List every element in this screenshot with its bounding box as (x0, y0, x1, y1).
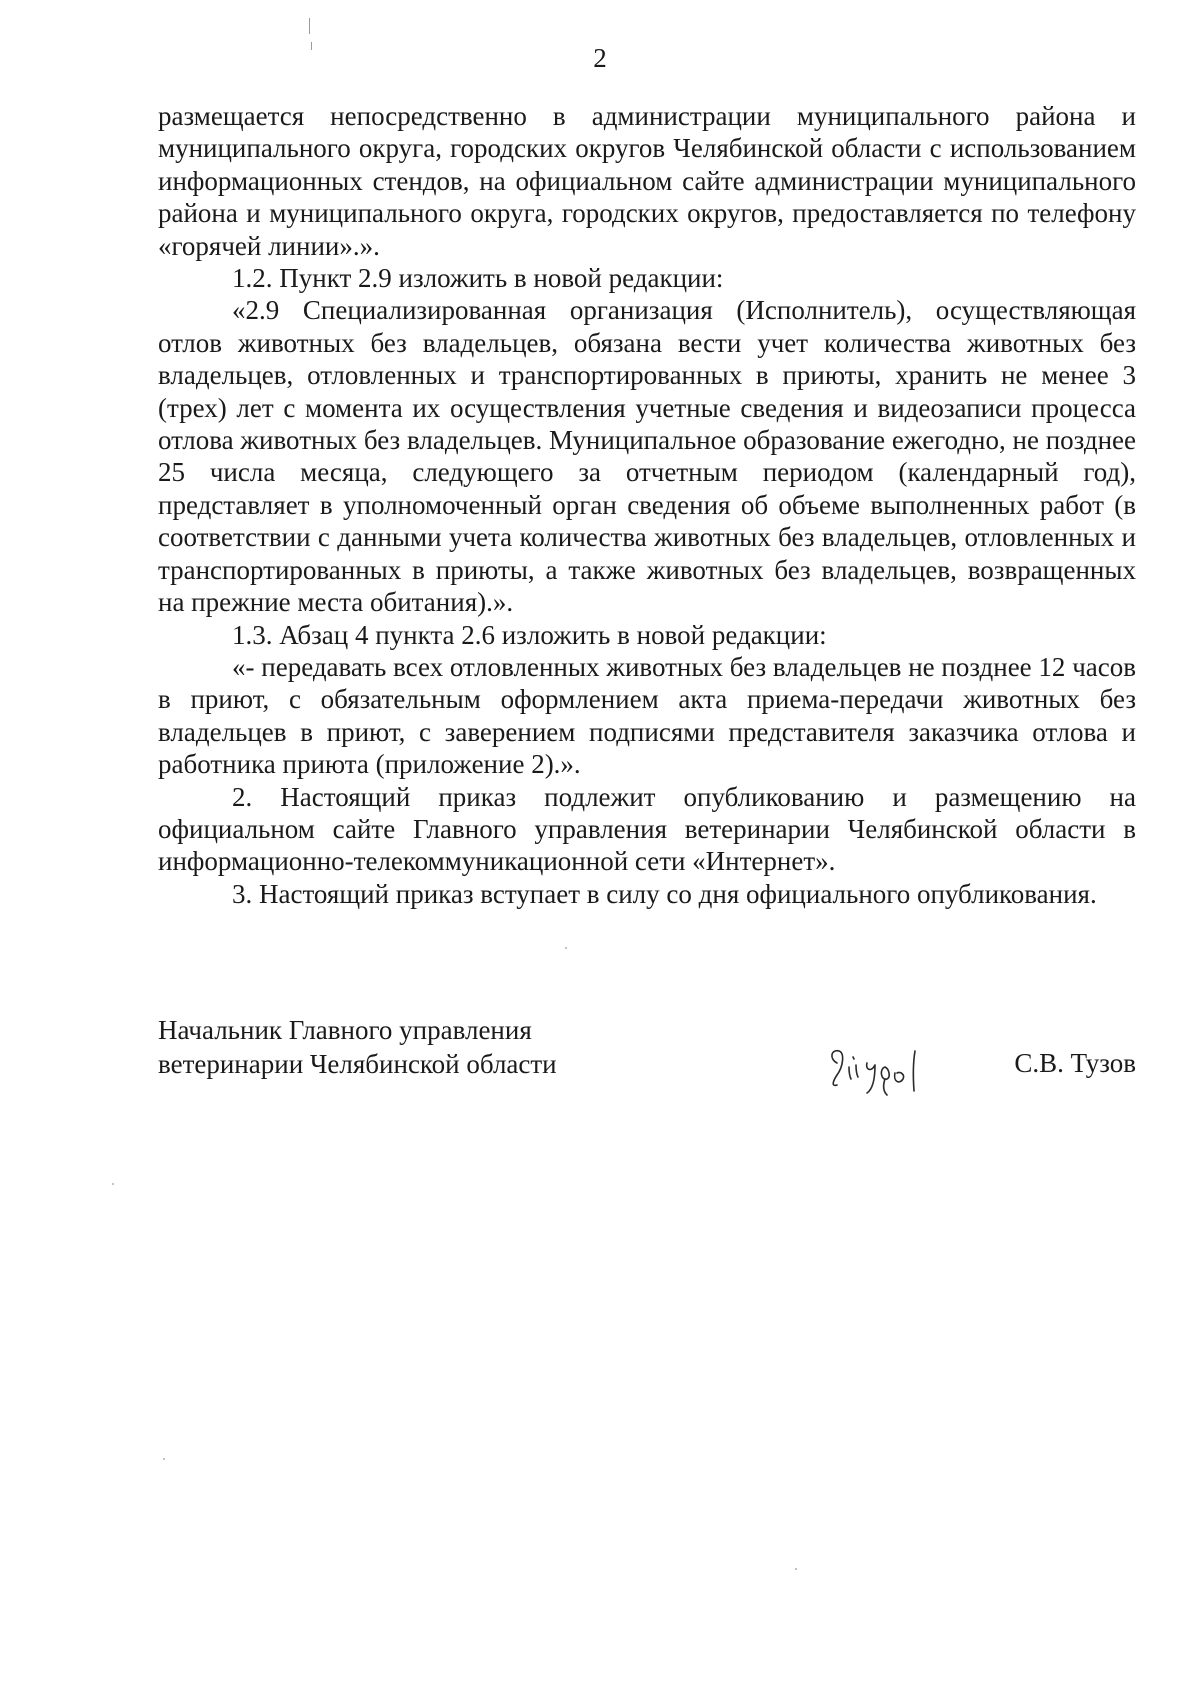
handwritten-signature (823, 1033, 933, 1113)
paragraph-item-2-6-text: «- передавать всех отловленных животных без владельцев не позднее 12 часов в приют, с обязательным оформлением акта приема-передачи животных без владельцев в приют, с заверением подписями представителя заказчика отлова и работника приюта (приложение 2).». (158, 651, 1136, 780)
signatory-position-line-2: ветеринарии Челябинской области (158, 1049, 557, 1079)
page-number: 2 (593, 43, 607, 73)
scan-speck (163, 1458, 165, 1460)
paragraph-item-1-3: 1.3. Абзац 4 пункта 2.6 изложить в новой редакции: (232, 619, 827, 650)
paragraph-item-1-2: 1.2. Пункт 2.9 изложить в новой редакции: (232, 263, 724, 294)
signatory-position (158, 1013, 678, 1081)
paragraph-item-3: 3. Настоящий приказ вступает в силу со дня официального опубликования. (232, 878, 1097, 909)
paragraph-item-2: 2. Настоящий приказ подлежит опубликованию и размещению на официальном сайте Главного управления ветеринарии Челябинской области в информационно-телекоммуникационной сети «Интернет». (158, 781, 1136, 877)
signatory-name: С.В. Тузов (1014, 1048, 1136, 1078)
signature-block (158, 1013, 1136, 1103)
paragraph-item-2-9-text: «2.9 Специализированная организация (Исполнитель), осуществляющая отлов животных без владельцев, обязана вести учет количества животных без владельцев, отловленных и транспортированных в приюты, хранить не менее 3 (трех) лет с момента их осуществления учетные сведения и видеозаписи процесса отлова животных без владельцев. Муниципальное образование ежегодно, не позднее 25 числа месяца, следующего за отчетным периодом (календарный год), представляет в уполномоченный орган сведения об объеме выполненных работ (в соответствии с данными учета количества животных без владельцев, отловленных и транспортированных в приюты, а также животных без владельцев, возвращенных на прежние места обитания).». (158, 295, 1136, 618)
scan-speck (795, 1568, 797, 1570)
document-body (158, 100, 1136, 910)
signatory-position-line-1: Начальник Главного управления (158, 1015, 532, 1045)
scan-speck (565, 947, 567, 949)
paragraph-continuation: размещается непосредственно в администрации муниципального района и муниципального округа, городских округов Челябинской области с использованием информационных стендов, на официальном сайте администрации муниципального района и муниципального округа, городских округов, предоставляется по телефону «горячей линии».». (158, 101, 1136, 261)
scan-speck (112, 1183, 114, 1185)
scan-artifact-mark (309, 18, 310, 34)
